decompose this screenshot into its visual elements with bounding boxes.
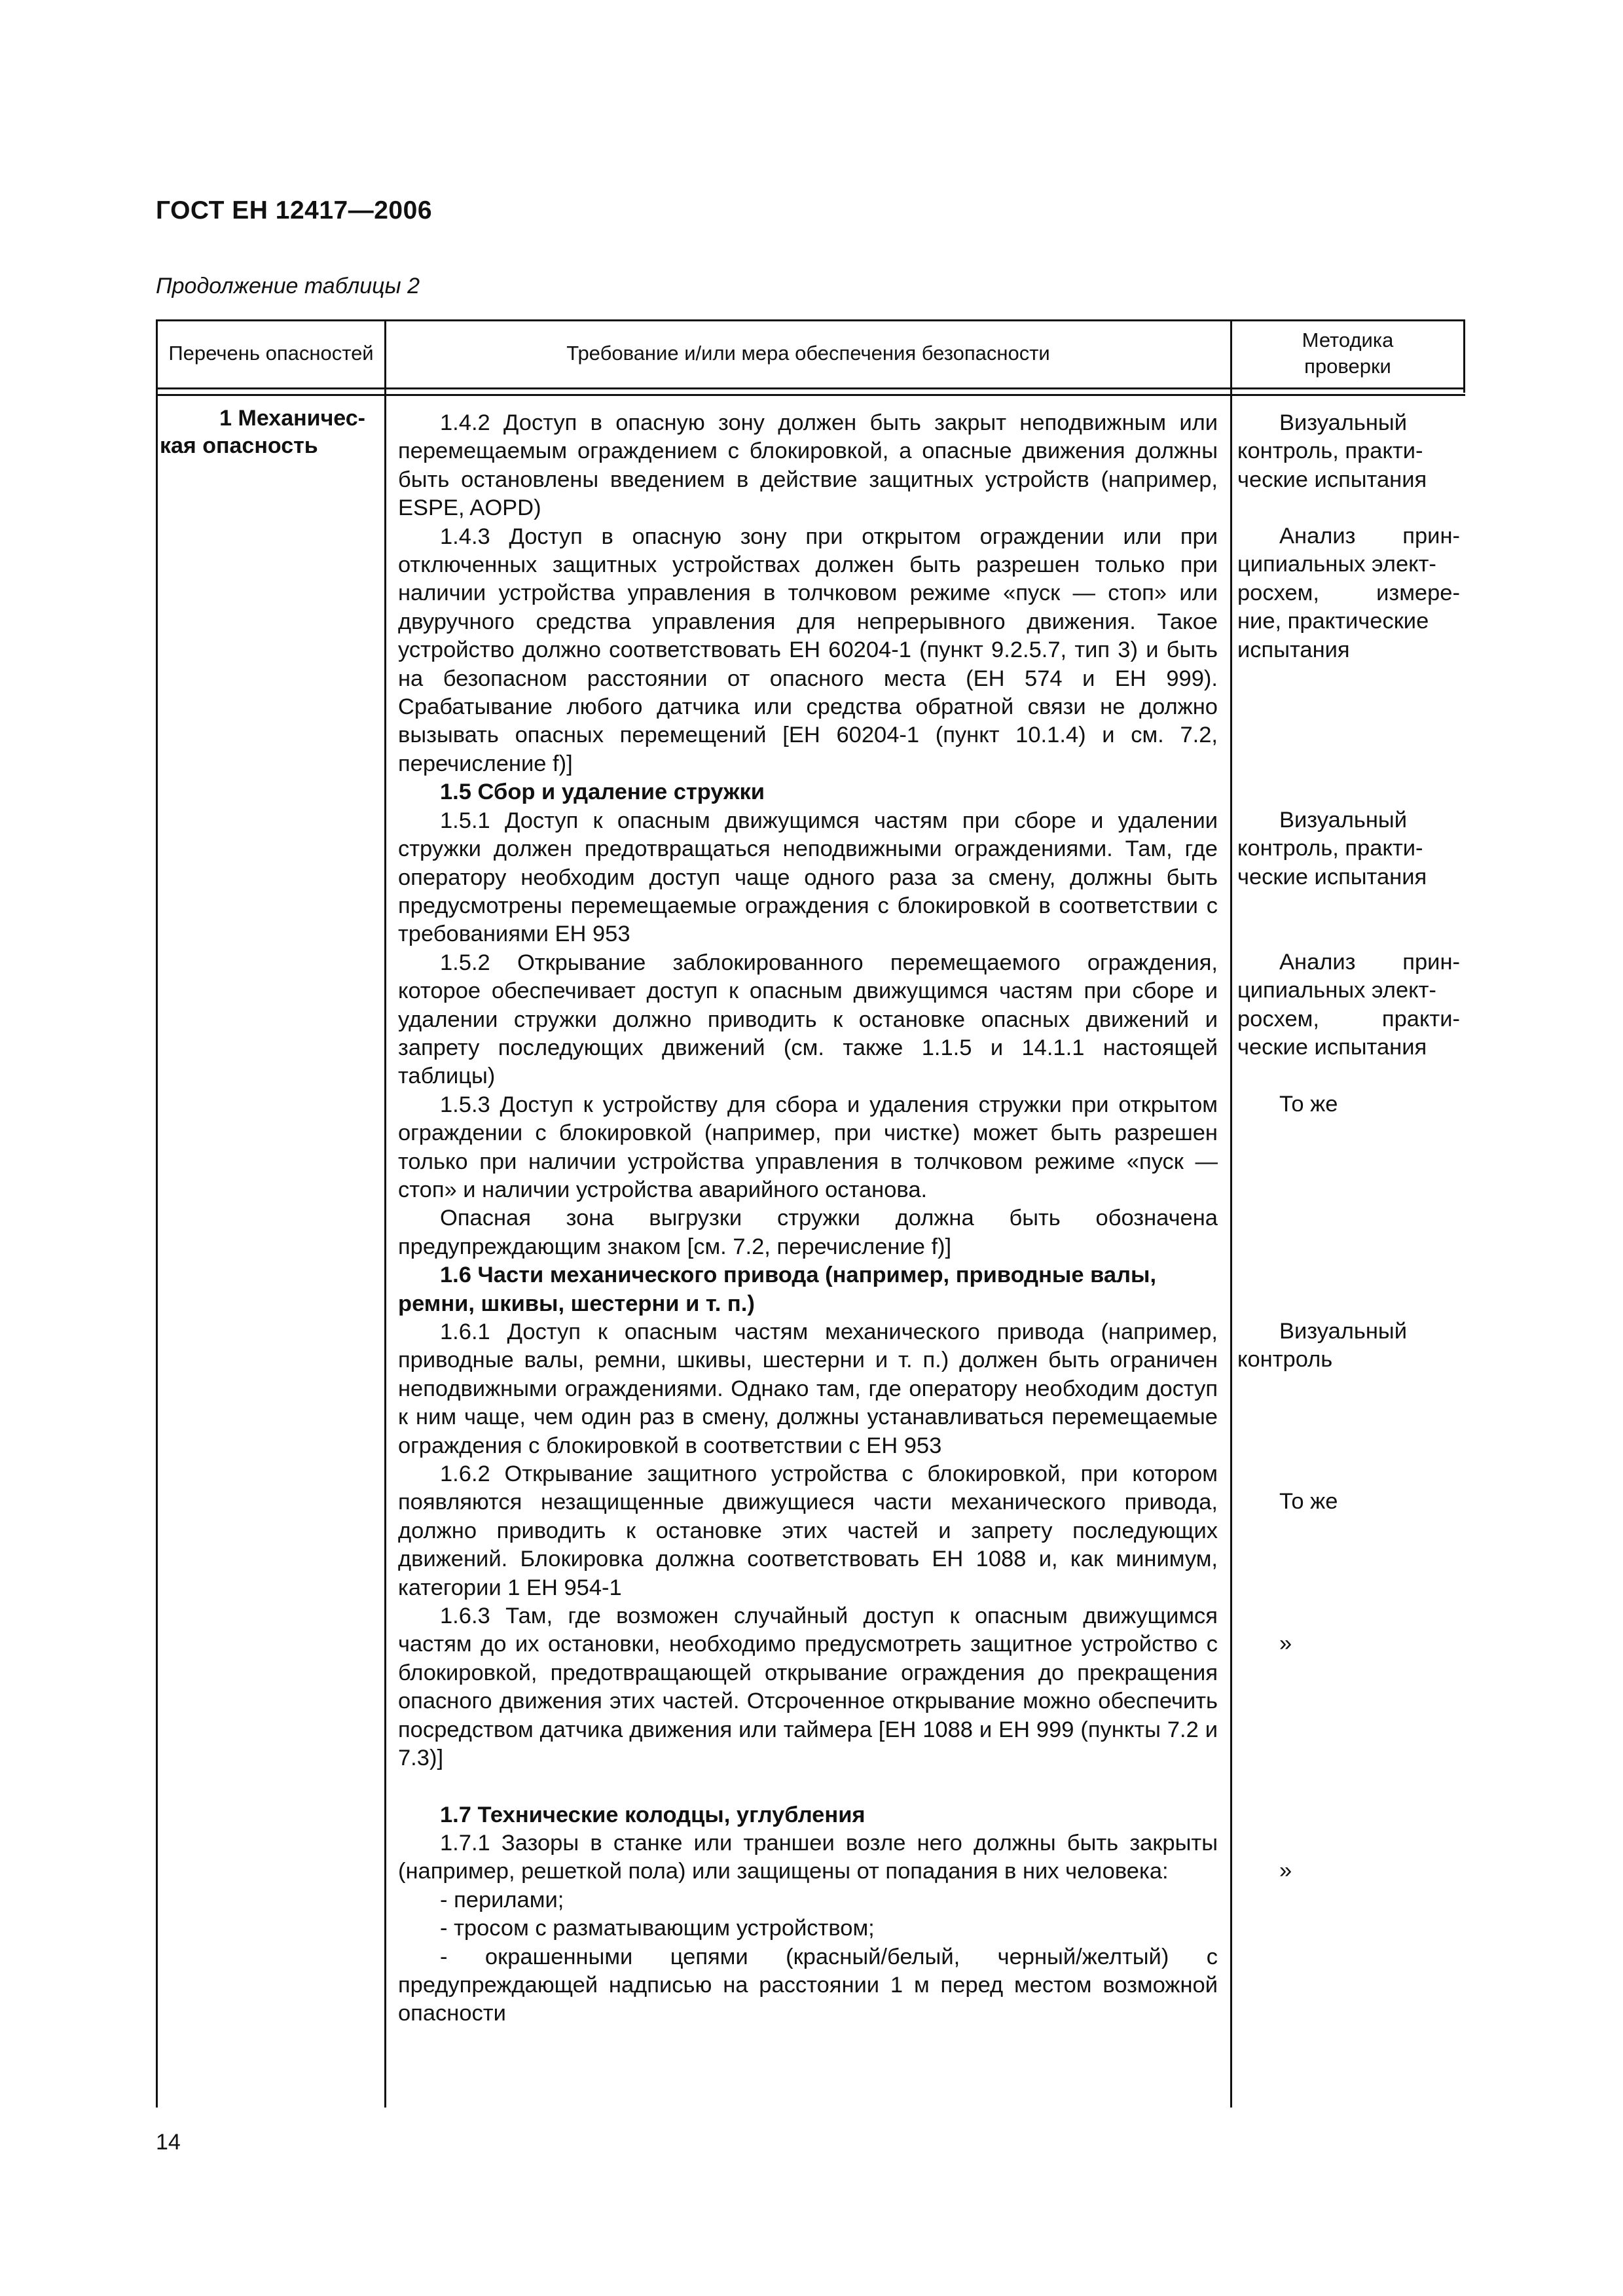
- requirements-table: [156, 319, 1465, 2108]
- table-header-rule-double: [156, 394, 1465, 396]
- section-1-5-heading: 1.5 Сбор и удаление стружки: [440, 780, 765, 805]
- method-2-line: Анализ прин-: [1279, 524, 1460, 548]
- method-8: [1237, 1630, 1460, 1658]
- table-border-right: [1463, 319, 1465, 393]
- method-7: [1237, 1488, 1460, 1516]
- req-1-6-2: 1.6.2 Открывание защитного устройства с блокировкой, при котором появляются незащищенные движущиеся части механического привода, должно приводить к остановке этих частей и запрету последующих движений. Блокировка должна соответствовать ЕН 1088 и, как минимум, категории 1 ЕН 954-1: [398, 1462, 1218, 1600]
- requirements-text: [398, 409, 1218, 2028]
- method-4: [1237, 948, 1460, 1062]
- req-1-4-2: 1.4.2 Доступ в опасную зону должен быть закрыт неподвижным или перемещаемым ограждением с блокировкой, а опасные движения должны быть остановлены введением в действие защитных устройств (например, ESPE, AOPD): [398, 410, 1218, 521]
- hazard-title-line-2: кая опасность: [160, 433, 318, 458]
- header-hazards: Перечень опасностей: [168, 342, 374, 365]
- method-2-line: ципиальных элект-: [1237, 552, 1436, 577]
- method-4-line: ципиальных элект-: [1237, 978, 1436, 1003]
- method-7-line: То же: [1279, 1489, 1338, 1514]
- hazard-title-line-1: 1 Механичес-: [219, 406, 365, 431]
- page-number: 14: [156, 2130, 181, 2155]
- section-1-6-heading: 1.6 Части механического привода (например, приводные валы, ремни, шкивы, шестерни и т. п.): [398, 1263, 1157, 1316]
- list-item-chains: - окрашенными цепями (красный/белый, черный/желтый) с предупреждающей надписью на расстоянии 1 м перед местом возможной опасности: [398, 1944, 1218, 2026]
- table-border-left: [156, 319, 158, 2108]
- method-6: [1237, 1318, 1460, 1374]
- req-1-6-1: 1.6.1 Доступ к опасным частям механического привода (например, приводные валы, ремни, шкивы, шестерни и т. п.) должен быть ограничен неподвижными ограждениями. Однако там, где оператору необходим доступ к ним чаще, чем один раз в смену, должны устанавливаться перемещаемые ограждения с блокировкой в соответствии с ЕН 953: [398, 1319, 1218, 1458]
- method-1: [1237, 409, 1460, 494]
- method-1-line: Визуальный: [1279, 410, 1407, 435]
- table-header-rule: [156, 387, 1465, 389]
- method-2-line: росхем, измере-: [1237, 580, 1460, 605]
- document-code: ГОСТ ЕН 12417—2006: [156, 196, 433, 224]
- method-9: [1237, 1857, 1460, 1885]
- method-1-line: контроль, практи-: [1237, 439, 1423, 464]
- method-4-line: ческие испытания: [1237, 1035, 1427, 1060]
- header-method: Методика проверки: [1302, 329, 1394, 378]
- list-item-railings: - перилами;: [440, 1887, 564, 1912]
- method-6-line: контроль: [1237, 1347, 1333, 1372]
- req-1-7-1: 1.7.1 Зазоры в станке или траншеи возле него должны быть закрыты (например, решеткой пола) или защищены от попадания в них человека:: [398, 1830, 1218, 1884]
- hazard-title: [156, 404, 378, 459]
- list-item-cable: - тросом с разматывающим устройством;: [440, 1916, 875, 1941]
- table-col-divider-1: [384, 319, 386, 2108]
- method-3: [1237, 806, 1460, 891]
- method-8-line: »: [1279, 1631, 1292, 1656]
- method-9-line: »: [1279, 1858, 1292, 1883]
- method-4-line: Анализ прин-: [1279, 950, 1460, 975]
- method-1-line: ческие испытания: [1237, 467, 1427, 492]
- spacer: [398, 1773, 1218, 1801]
- method-3-line: контроль, практи-: [1237, 836, 1423, 861]
- table-col-divider-2: [1230, 319, 1232, 2108]
- req-1-5-3: 1.5.3 Доступ к устройству для сбора и удаления стружки при открытом ограждении с блокировкой (например, при чистке) может быть разрешен только при наличии устройства управления в толчковом режиме «пуск — стоп» и наличии устройства аварийного останова.: [398, 1092, 1218, 1202]
- method-3-line: Визуальный: [1279, 808, 1407, 833]
- method-5-line: То же: [1279, 1092, 1338, 1117]
- req-1-5-3-note: Опасная зона выгрузки стружки должна быть обозначена предупреждающим знаком [см. 7.2, перечисление f)]: [398, 1206, 1218, 1259]
- method-4-line: росхем, практи-: [1237, 1006, 1460, 1031]
- req-1-5-1: 1.5.1 Доступ к опасным движущимся частям при сборе и удалении стружки должен предотвращаться неподвижными ограждениями. Там, где оператору необходим доступ чаще одного раза за смену, должны быть предусмотрены перемещаемые ограждения с блокировкой в соответствии с требованиями ЕН 953: [398, 808, 1218, 947]
- method-2: [1237, 522, 1460, 664]
- method-3-line: ческие испытания: [1237, 864, 1427, 889]
- method-2-line: ние, практические: [1237, 609, 1429, 634]
- req-1-6-3: 1.6.3 Там, где возможен случайный доступ к опасным движущимся частям до их остановки, необходимо предусмотреть защитное устройство с блокировкой, предотвращающей открывание ограждения до прекращения опасного движения этих частей. Отсроченное открывание можно обеспечить посредством датчика движения или таймера [ЕН 1088 и ЕН 999 (пункты 7.2 и 7.3)]: [398, 1604, 1218, 1771]
- req-1-5-2: 1.5.2 Открывание заблокированного перемещаемого ограждения, которое обеспечивает доступ к опасным движущимся частям при сборе и удалении стружки должно приводить к остановке опасных движений и запрету последующих движений (см. также 1.1.5 и 14.1.1 настоящей таблицы): [398, 950, 1218, 1089]
- table-caption: Продолжение таблицы 2: [156, 274, 420, 298]
- section-1-7-heading: 1.7 Технические колодцы, углубления: [440, 1802, 866, 1827]
- req-1-4-3: 1.4.3 Доступ в опасную зону при открытом ограждении или при отключенных защитных устройствах должен быть разрешен только при наличии устройства управления в толчковом режиме «пуск — стоп» или двуручного средства управления для непрерывного движения. Такое устройство должно соответствовать ЕН 60204-1 (пункт 9.2.5.7, тип 3) и быть на безопасном расстоянии от опасного места (ЕН 574 и ЕН 999). Срабатывание любого датчика или средства обратной связи не должно вызывать опасных перемещений [ЕН 60204-1 (пункт 10.1.4) и см. 7.2, перечисление f)]: [398, 524, 1218, 776]
- method-2-line: испытания: [1237, 637, 1350, 662]
- method-6-line: Визуальный: [1279, 1319, 1407, 1344]
- method-5: [1237, 1090, 1460, 1119]
- header-requirement: Требование и/или мера обеспечения безопасности: [566, 342, 1050, 365]
